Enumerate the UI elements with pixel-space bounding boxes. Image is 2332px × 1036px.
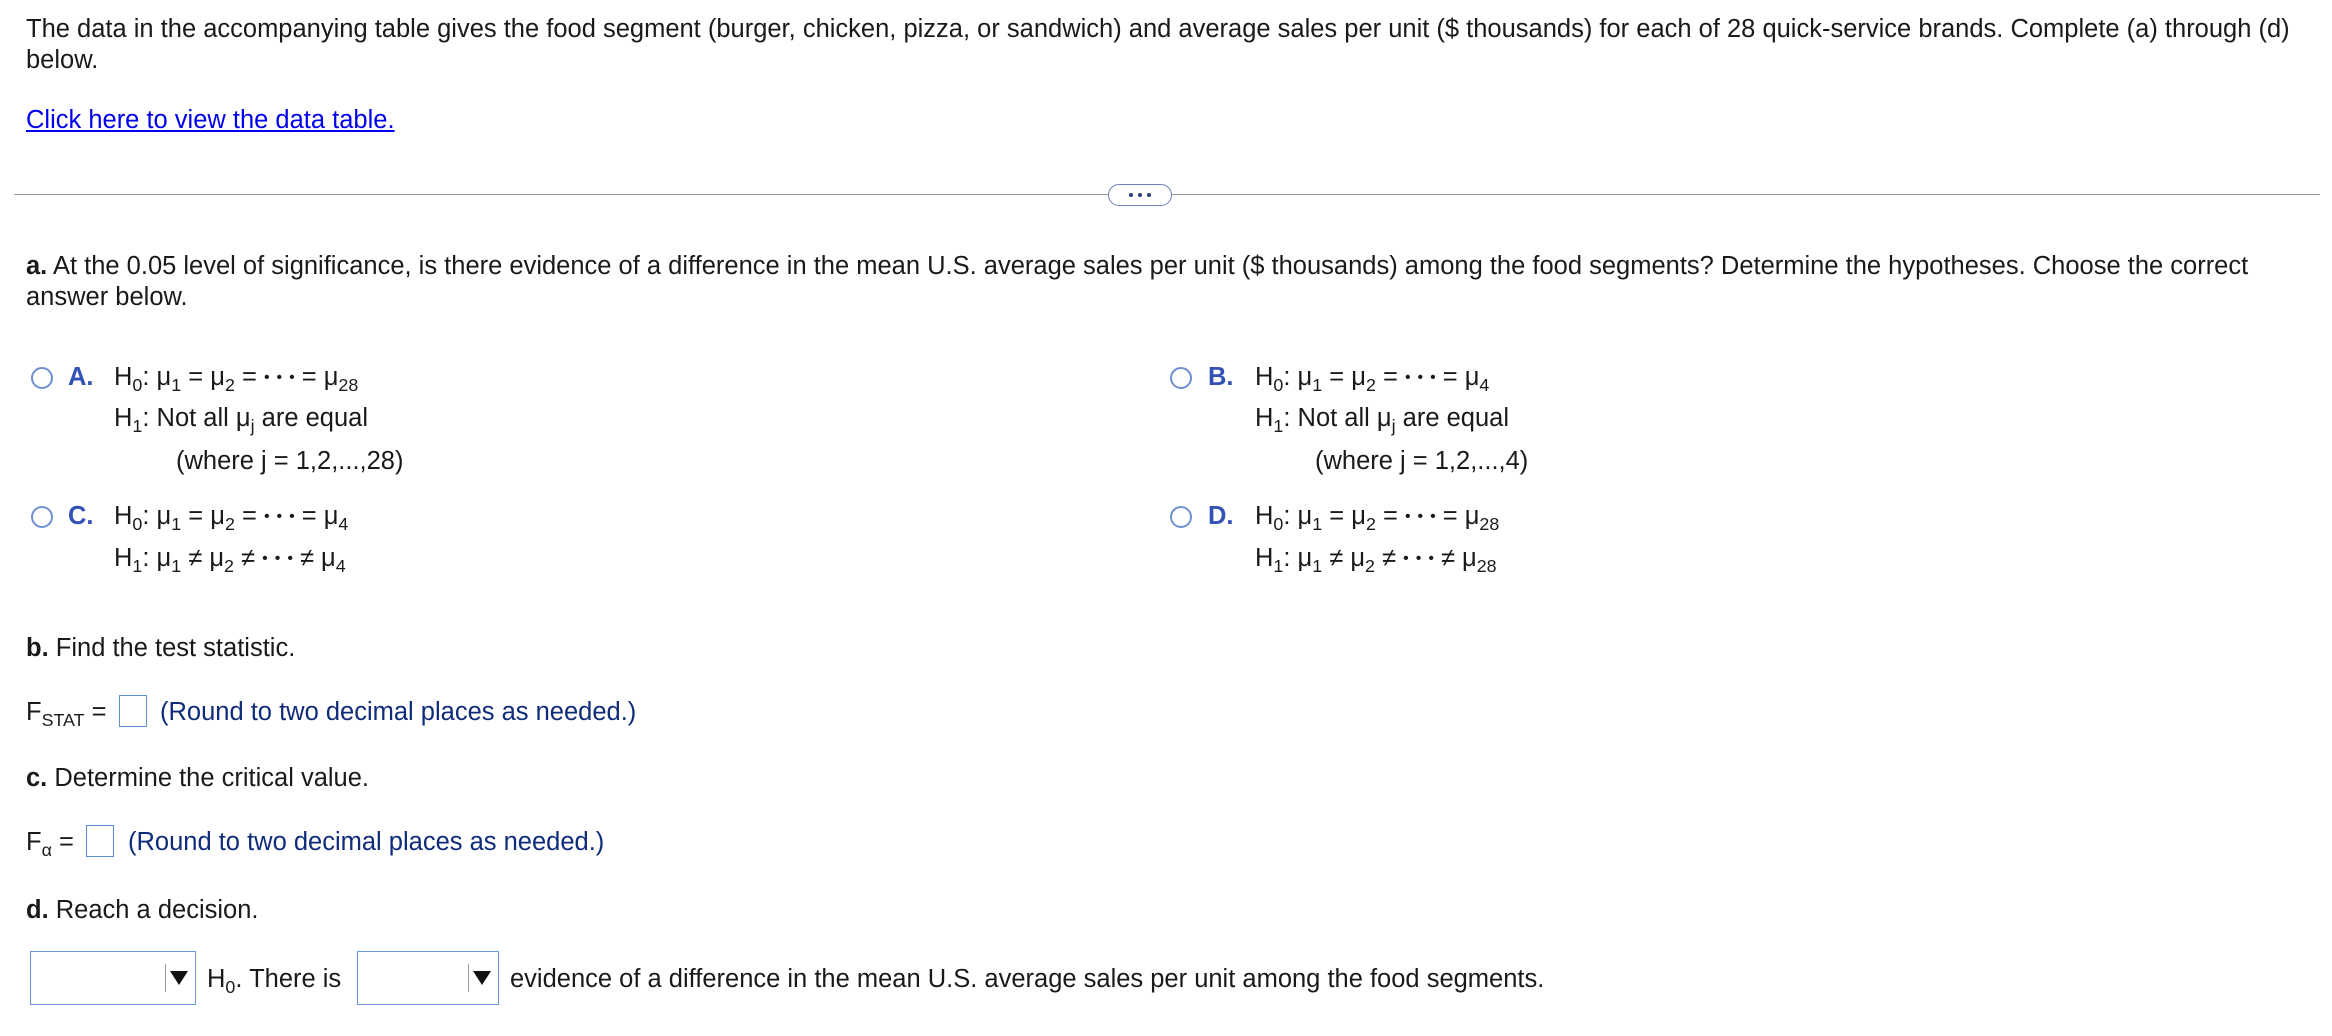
option-b-h0[interactable]: $H_0$: $\mu_1 = \mu_2$ = •••= $\mu_4$ bbox=[1255, 363, 1490, 396]
part-c-text: Determine the critical value. bbox=[54, 764, 370, 792]
option-a-letter: A. bbox=[68, 363, 94, 391]
option-c-h1: $H_1$: $\mu_1 \ne \mu_2$ ≠ •••≠ $\mu_4$ bbox=[114, 544, 346, 577]
part-c-question bbox=[26, 764, 369, 793]
option-d-h0[interactable]: $H_0$: $\mu_1 = \mu_2$ = •••= $\mu_{28}$ bbox=[1255, 502, 1500, 535]
part-c-label: c. bbox=[26, 764, 48, 792]
dot-icon bbox=[1147, 193, 1151, 197]
dot-icon bbox=[1138, 193, 1142, 197]
problem-intro: The data in the accompanying table gives the food segment (burger, chicken, pizza, or sandwich) and average sales per unit ($ thousands) for each of 28 quick-service brands. Complete (a) through (d) below. bbox=[26, 15, 2290, 74]
dropdown-arrow-icon bbox=[165, 964, 191, 992]
option-a-radio[interactable] bbox=[31, 367, 53, 389]
part-a-text: At the 0.05 level of significance, is there evidence of a difference in the mean U.S. average sales per unit ($ thousands) among the food segments? Determine the hypotheses. Choose the correct answer below. bbox=[26, 252, 2249, 311]
part-b-question bbox=[26, 634, 295, 663]
option-a-h1: $H_1$: Not all $\mu_j$ are equal bbox=[114, 404, 368, 437]
option-d-letter: D. bbox=[1208, 502, 1234, 530]
part-d-question bbox=[26, 896, 258, 925]
decision-reject-select[interactable] bbox=[30, 951, 196, 1005]
decision-tail-text: evidence of a difference in the mean U.S. average sales per unit among the food segments. bbox=[510, 965, 1545, 993]
fstat-hint: (Round to two decimal places as needed.) bbox=[160, 698, 637, 726]
option-c-h0[interactable]: $H_0$: $\mu_1 = \mu_2$ = •••= $\mu_4$ bbox=[114, 502, 349, 535]
option-d-h1: $H_1$: $\mu_1 \ne \mu_2$ ≠ •••≠ $\mu_{28}$ bbox=[1255, 544, 1497, 577]
expand-more-button[interactable] bbox=[1108, 184, 1172, 206]
dot-icon bbox=[1129, 193, 1133, 197]
option-b-radio[interactable] bbox=[1170, 367, 1192, 389]
part-d-label: d. bbox=[26, 896, 49, 924]
fstat-input[interactable] bbox=[119, 695, 147, 727]
option-c-letter: C. bbox=[68, 502, 94, 530]
part-a-label: a. bbox=[26, 252, 48, 280]
f-alpha-hint: (Round to two decimal places as needed.) bbox=[128, 828, 605, 856]
dropdown-arrow-icon bbox=[468, 964, 494, 992]
option-d-radio[interactable] bbox=[1170, 506, 1192, 528]
option-a-where: (where j = 1,2,...,28) bbox=[176, 447, 404, 475]
data-table-link[interactable]: Click here to view the data table. bbox=[26, 106, 395, 134]
part-b-text: Find the test statistic. bbox=[55, 634, 296, 662]
fstat-label: $F_{STAT}$ = bbox=[26, 698, 107, 731]
decision-evidence-select[interactable] bbox=[357, 951, 499, 1005]
part-b-label: b. bbox=[26, 634, 49, 662]
option-b-h1: $H_1$: Not all $\mu_j$ are equal bbox=[1255, 404, 1509, 437]
f-alpha-input[interactable] bbox=[86, 825, 114, 857]
part-a-question bbox=[26, 251, 2316, 313]
f-alpha-label: $F_\alpha$ = bbox=[26, 828, 74, 861]
option-c-radio[interactable] bbox=[31, 506, 53, 528]
part-d-text: Reach a decision. bbox=[55, 896, 259, 924]
option-b-where: (where j = 1,2,...,4) bbox=[1315, 447, 1529, 475]
option-b-letter: B. bbox=[1208, 363, 1234, 391]
option-a-h0[interactable]: $H_0$: $\mu_1 = \mu_2$ = •••= $\mu_{28}$ bbox=[114, 363, 359, 396]
decision-h0-text: $H_0$. There is bbox=[207, 965, 342, 998]
